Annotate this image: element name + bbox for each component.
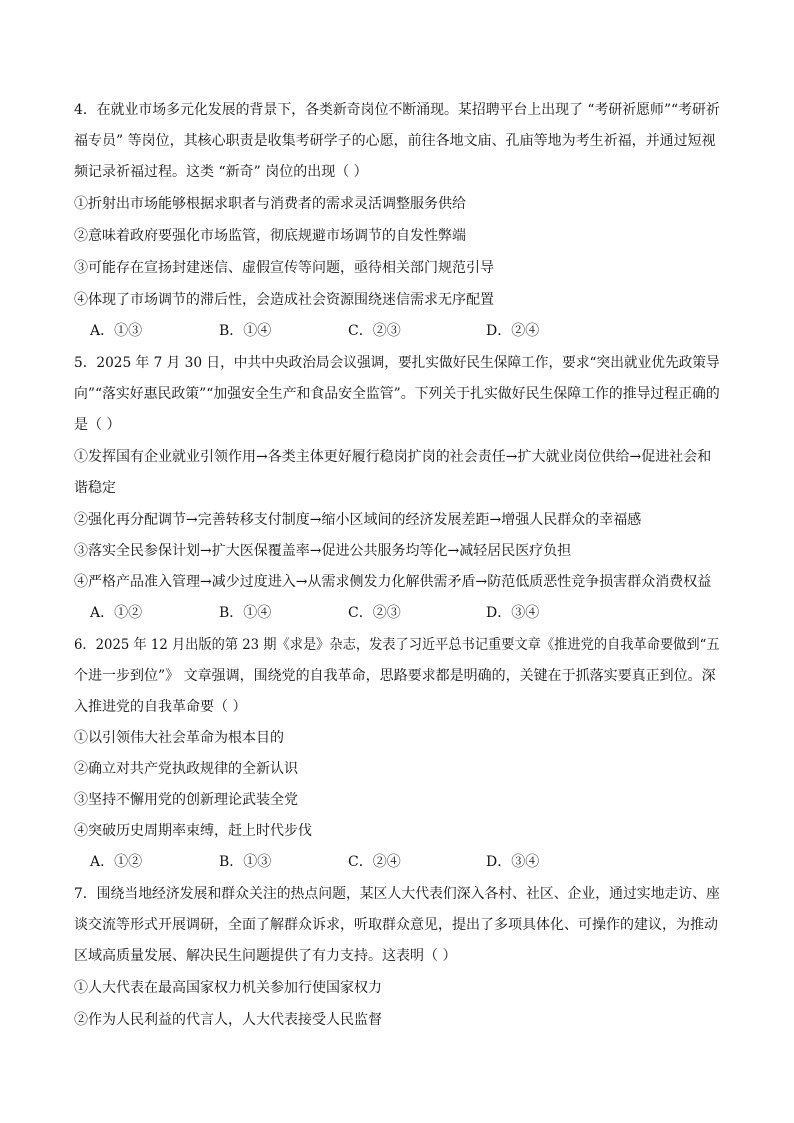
- q7-item-1: ①人大代表在最高国家权力机关参加行使国家权力: [74, 980, 382, 996]
- q4-option-d: D．②④: [486, 323, 540, 339]
- q5-item-3: ③落实全民参保计划→扩大医保覆盖率→促进公共服务均等化→减轻居民医疗负担: [74, 543, 572, 559]
- q4-item-4: ④体现了市场调节的滞后性，会造成社会资源围绕迷信需求无序配置: [74, 292, 494, 308]
- q5-item-4: ④严格产品准入管理→减少过度进入→从需求侧发力化解供需矛盾→防范低质恶性竞争损害群众消费权益: [74, 574, 712, 590]
- q7-stem-line-3: 区域高质量发展、解决民生问题提供了有力支持。这表明（ ）: [74, 948, 457, 964]
- q6-option-a: A．①②: [90, 854, 143, 870]
- q4-stem-line-3: 频记录祈福过程。这类 “新奇” 岗位的出现（ ）: [74, 164, 368, 180]
- q5-option-a: A．①②: [90, 605, 143, 621]
- q6-item-2: ②确立对共产党执政规律的全新认识: [74, 761, 298, 777]
- q5-stem-line-3: 是（ ）: [74, 417, 121, 433]
- q6-stem-line-1: 6．2025 年 12 月出版的第 23 期《求是》杂志，发表了习近平总书记重要文章《推进党的自我革命要做到“五: [74, 637, 720, 653]
- q4-option-b: B．①④: [219, 323, 272, 339]
- q7-item-2: ②作为人民利益的代言人，人大代表接受人民监督: [74, 1012, 382, 1028]
- q4-stem-line-2: 福专员” 等岗位，其核心职责是收集考研学子的心愿，前往各地文庙、孔庙等地为考生祈福，并通过短视: [74, 133, 716, 149]
- q4-option-c: C．②③: [348, 323, 401, 339]
- q7-stem-line-2: 谈交流等形式开展调研，全面了解群众诉求，听取群众意见，提出了多项具体化、可操作的建议，为推动: [74, 917, 718, 933]
- q4-option-a: A．①③: [90, 323, 143, 339]
- q5-stem-line-2: 向”“落实好惠民政策”“加强安全生产和食品安全监管”。下列关于扎实做好民生保障工作的推导过程正确的: [74, 386, 720, 402]
- q5-item-1-cont: 谐稳定: [74, 480, 116, 496]
- q6-item-4: ④突破历史周期率束缚，赶上时代步伐: [74, 823, 312, 839]
- q4-item-3: ③可能存在宣扬封建迷信、虚假宣传等问题，亟待相关部门规范引导: [74, 260, 494, 276]
- q4-item-1: ①折射出市场能够根据求职者与消费者的需求灵活调整服务供给: [74, 196, 466, 212]
- q6-stem-line-2: 个进一步到位”》 文章强调，围绕党的自我革命，思路要求都是明确的，关键在于抓落实要真正到位。深: [74, 668, 716, 684]
- q6-item-3: ③坚持不懈用党的创新理论武装全党: [74, 792, 298, 808]
- q5-item-2: ②强化再分配调节→完善转移支付制度→缩小区域间的经济发展差距→增强人民群众的幸福感: [74, 512, 642, 528]
- q6-option-b: B．①③: [219, 854, 272, 870]
- q5-option-b: B．①④: [219, 605, 272, 621]
- q6-option-c: C．②④: [348, 854, 401, 870]
- q5-option-c: C．②③: [348, 605, 401, 621]
- q4-stem-line-1: 4．在就业市场多元化发展的背景下，各类新奇岗位不断涌现。某招聘平台上出现了 “考研祈愿师”“考研祈: [74, 102, 720, 118]
- q4-item-2: ②意味着政府要强化市场监管，彻底规避市场调节的自发性弊端: [74, 228, 466, 244]
- q5-item-1: ①发挥国有企业就业引领作用→各类主体更好履行稳岗扩岗的社会责任→扩大就业岗位供给→促进社会和: [74, 449, 712, 465]
- q6-stem-line-3: 入推进党的自我革命要（ ）: [74, 699, 247, 715]
- q5-option-d: D．③④: [486, 605, 540, 621]
- q6-option-d: D．③④: [486, 854, 540, 870]
- q7-stem-line-1: 7．围绕当地经济发展和群众关注的热点问题，某区人大代表们深入各村、社区、企业，通过实地走访、座: [74, 886, 720, 902]
- q6-item-1: ①以引领伟大社会革命为根本目的: [74, 730, 284, 746]
- q5-stem-line-1: 5．2025 年 7 月 30 日，中共中央政治局会议强调，要扎实做好民生保障工作，要求“突出就业优先政策导: [74, 355, 720, 371]
